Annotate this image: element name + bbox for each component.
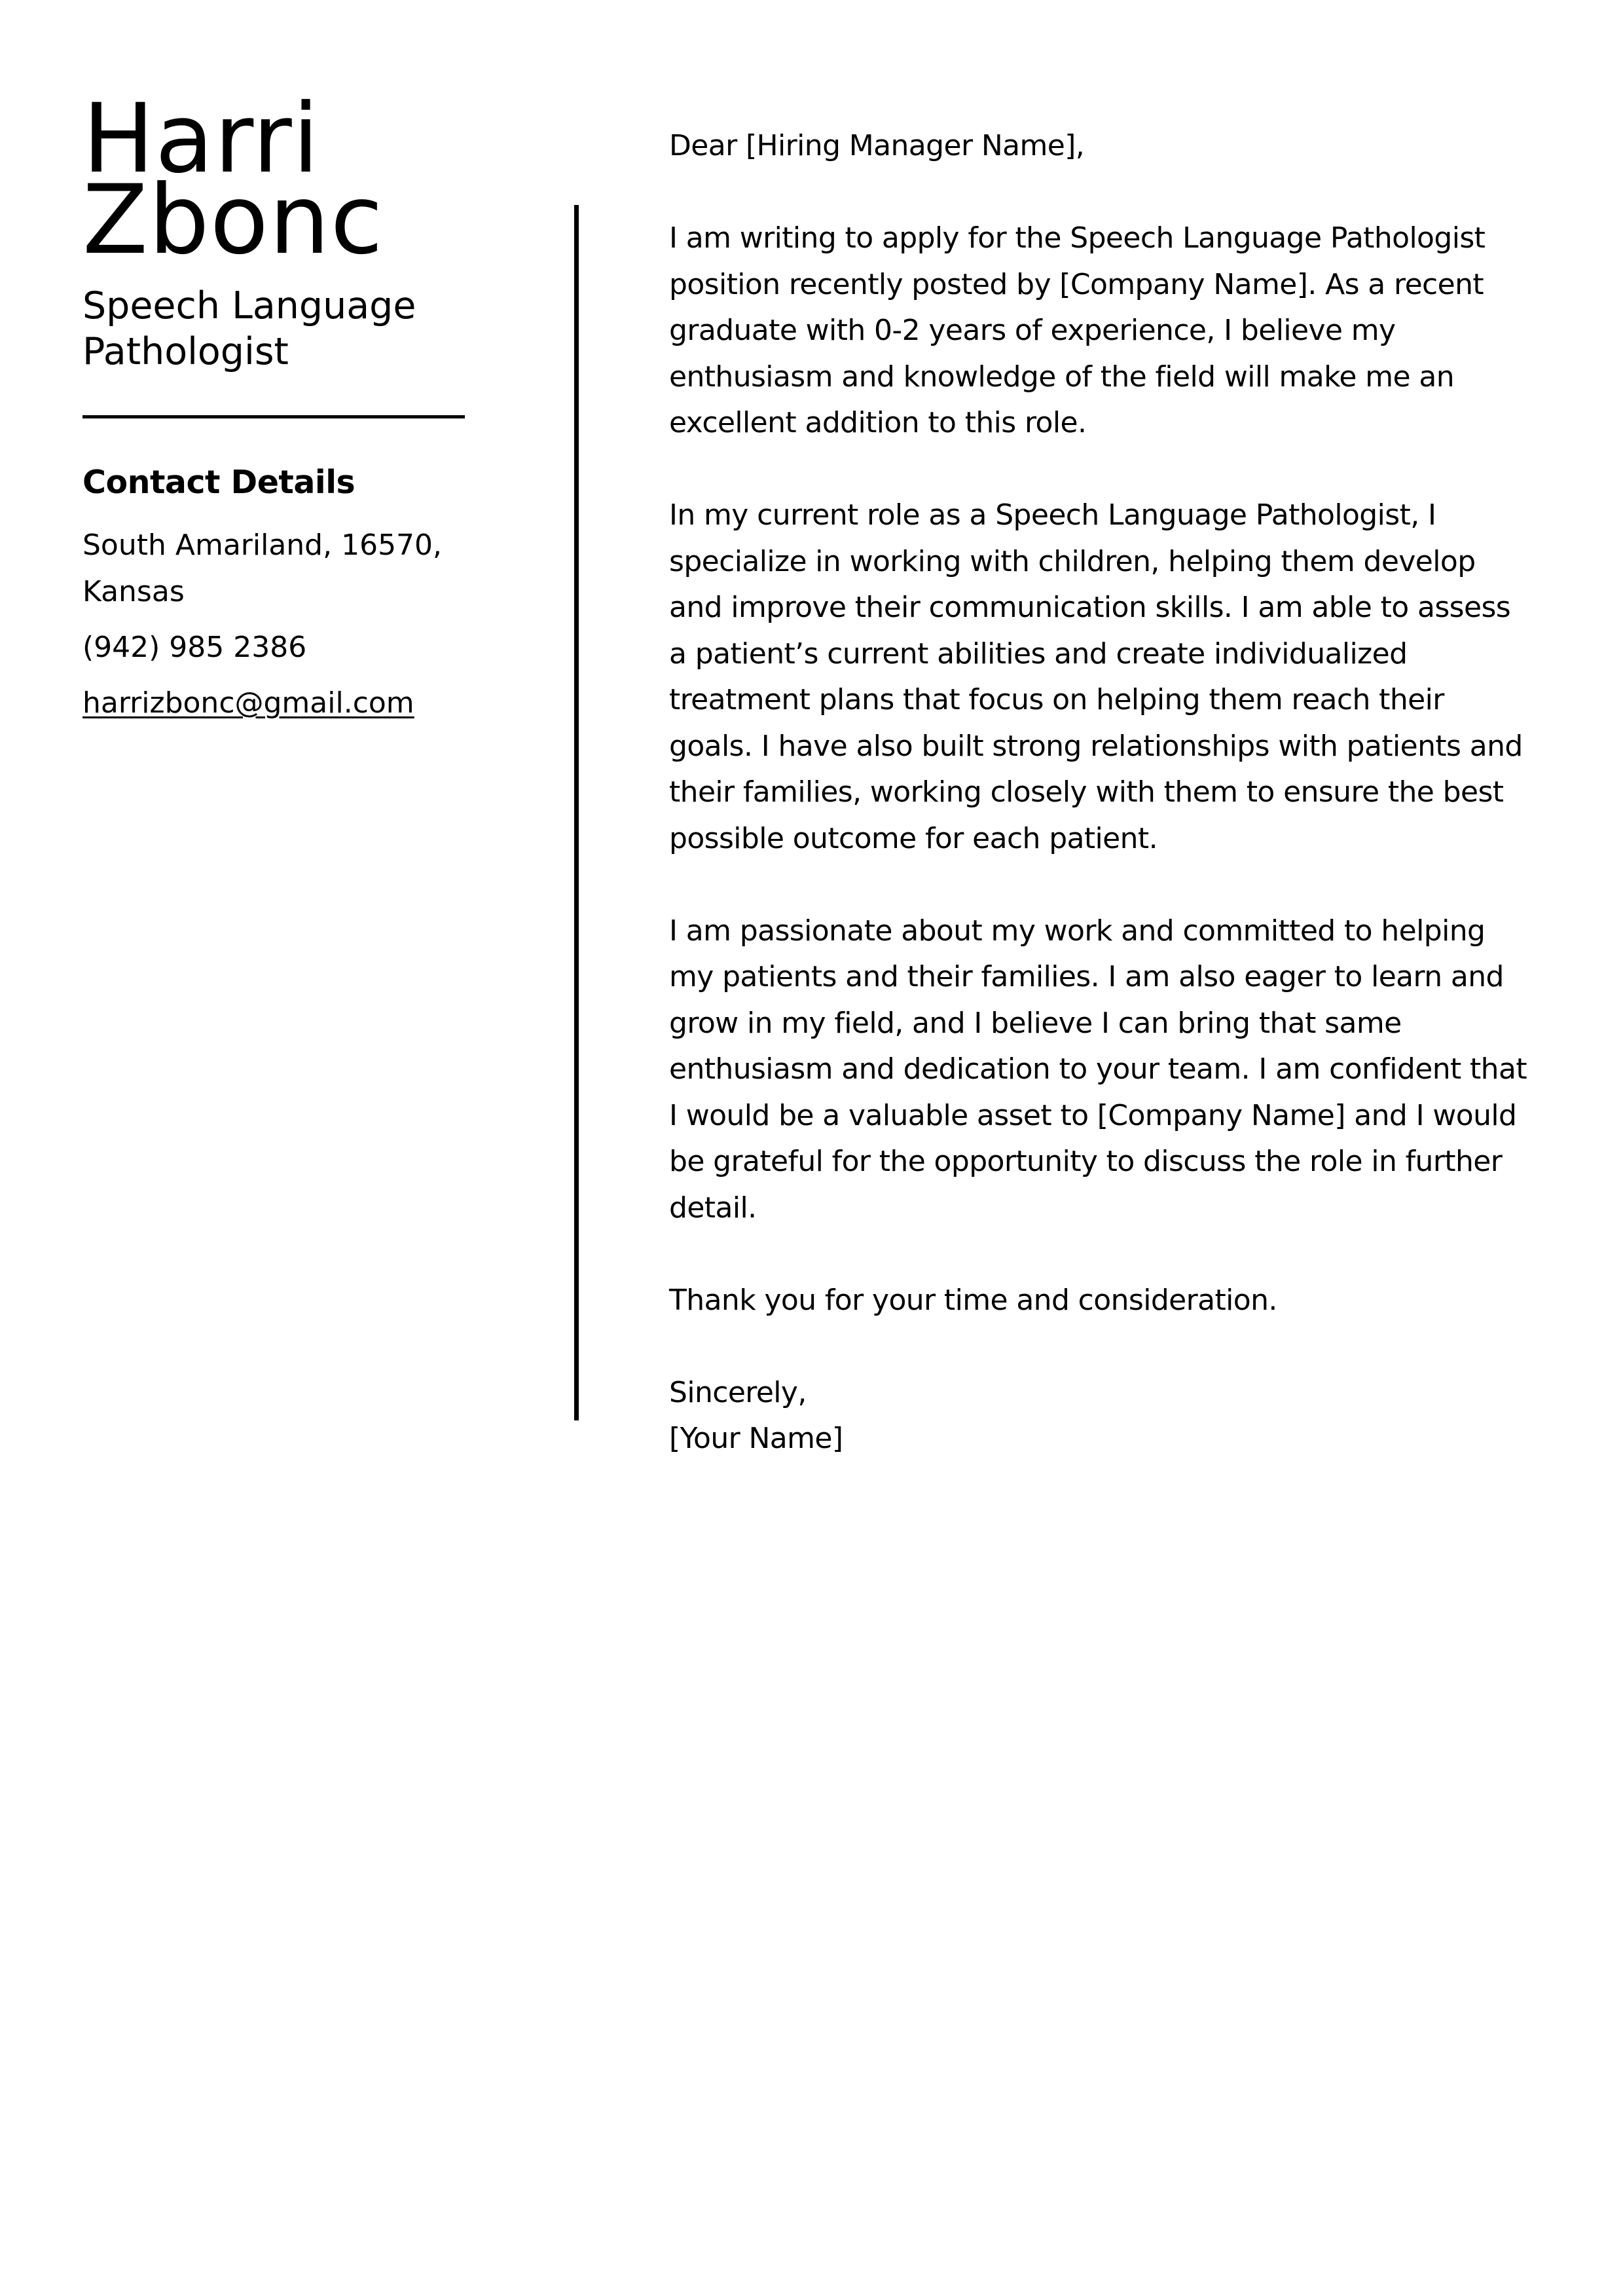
paragraph-thanks: Thank you for your time and consideration. (669, 1283, 1277, 1317)
contact-address: South Amariland, 16570, Kansas (82, 528, 443, 608)
job-title: Speech Language Pathologist (82, 284, 416, 373)
contact-email-link[interactable]: harrizbonc@gmail.com (82, 686, 414, 720)
paragraph-intro: I am writing to apply for the Speech Language Pathologist position recently posted by [Company Name]. As a recent graduate with 0-2 years of experience, I believe my enthusiasm and knowledge of the field will make me an excellent addition to this role. (669, 221, 1486, 439)
sidebar-divider (82, 415, 465, 418)
closing-phrase: Sincerely, (669, 1375, 807, 1409)
letter-body (669, 123, 1527, 1462)
contact-details-heading: Contact Details (82, 464, 356, 501)
salutation: Dear [Hiring Manager Name], (669, 129, 1085, 162)
letter-closing (669, 1370, 1527, 1462)
first-name: Harri (82, 83, 320, 194)
candidate-name (82, 83, 469, 276)
sidebar (82, 83, 469, 726)
last-name: Zbonc (82, 164, 384, 276)
paragraph-experience: In my current role as a Speech Language Pathologist, I specialize in working with children, helping them develop and improve their communication skills. I am able to assess a patient’s current abilities and create individualized treatment plans that focus on helping them reach their goals. I have also built strong relationships with patients and their families, working closely with them to ensure the best possible outcome for each patient. (669, 498, 1523, 855)
contact-phone: (942) 985 2386 (82, 631, 307, 664)
paragraph-motivation: I am passionate about my work and committed to helping my patients and their families. I am also eager to learn and grow in my field, and I believe I can bring that same enthusiasm and dedication to your team. I am confident that I would be a valuable asset to [Company Name] and I would be grateful for the opportunity to discuss the role in further detail. (669, 914, 1527, 1225)
signature-name: [Your Name] (669, 1422, 843, 1455)
vertical-divider (574, 205, 579, 1420)
